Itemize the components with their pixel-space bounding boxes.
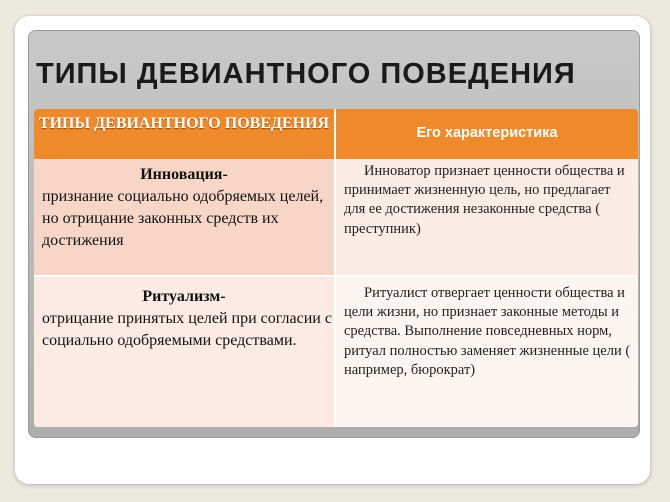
table-row: [34, 277, 638, 427]
table-header-row: [34, 109, 638, 159]
type-description: отрицание принятых целей при согласии с социально одобряемыми средствами.: [42, 310, 332, 349]
type-name: Инновация-: [140, 166, 228, 183]
characteristic-text: Ритуалист отвергает ценности общества и цели жизни, но признает законные методы и средства. Выполнение повседневных норм, ритуал полностью заменяет жизненные цели ( например, бюрократ): [344, 285, 631, 378]
type-description: признание социально одобряемых целей, но отрицание законных средств их достижения: [42, 188, 324, 249]
characteristic-text: Инноватор признает ценности общества и принимает жизненную цель, но предлагает для ее достижения незаконные средства ( преступник): [344, 163, 625, 237]
slide-title: ТИПЫ ДЕВИАНТНОГО ПОВЕДЕНИЯ: [36, 58, 576, 90]
header-col-characteristic: Его характеристика: [416, 125, 558, 141]
table-row: [34, 159, 638, 277]
header-col-types: ТИПЫ ДЕВИАНТНОГО ПОВЕДЕНИЯ: [38, 115, 330, 132]
column-divider: [334, 159, 336, 277]
type-name: Ритуализм-: [142, 288, 226, 305]
deviant-behavior-table: [34, 109, 638, 427]
column-divider: [334, 277, 336, 427]
